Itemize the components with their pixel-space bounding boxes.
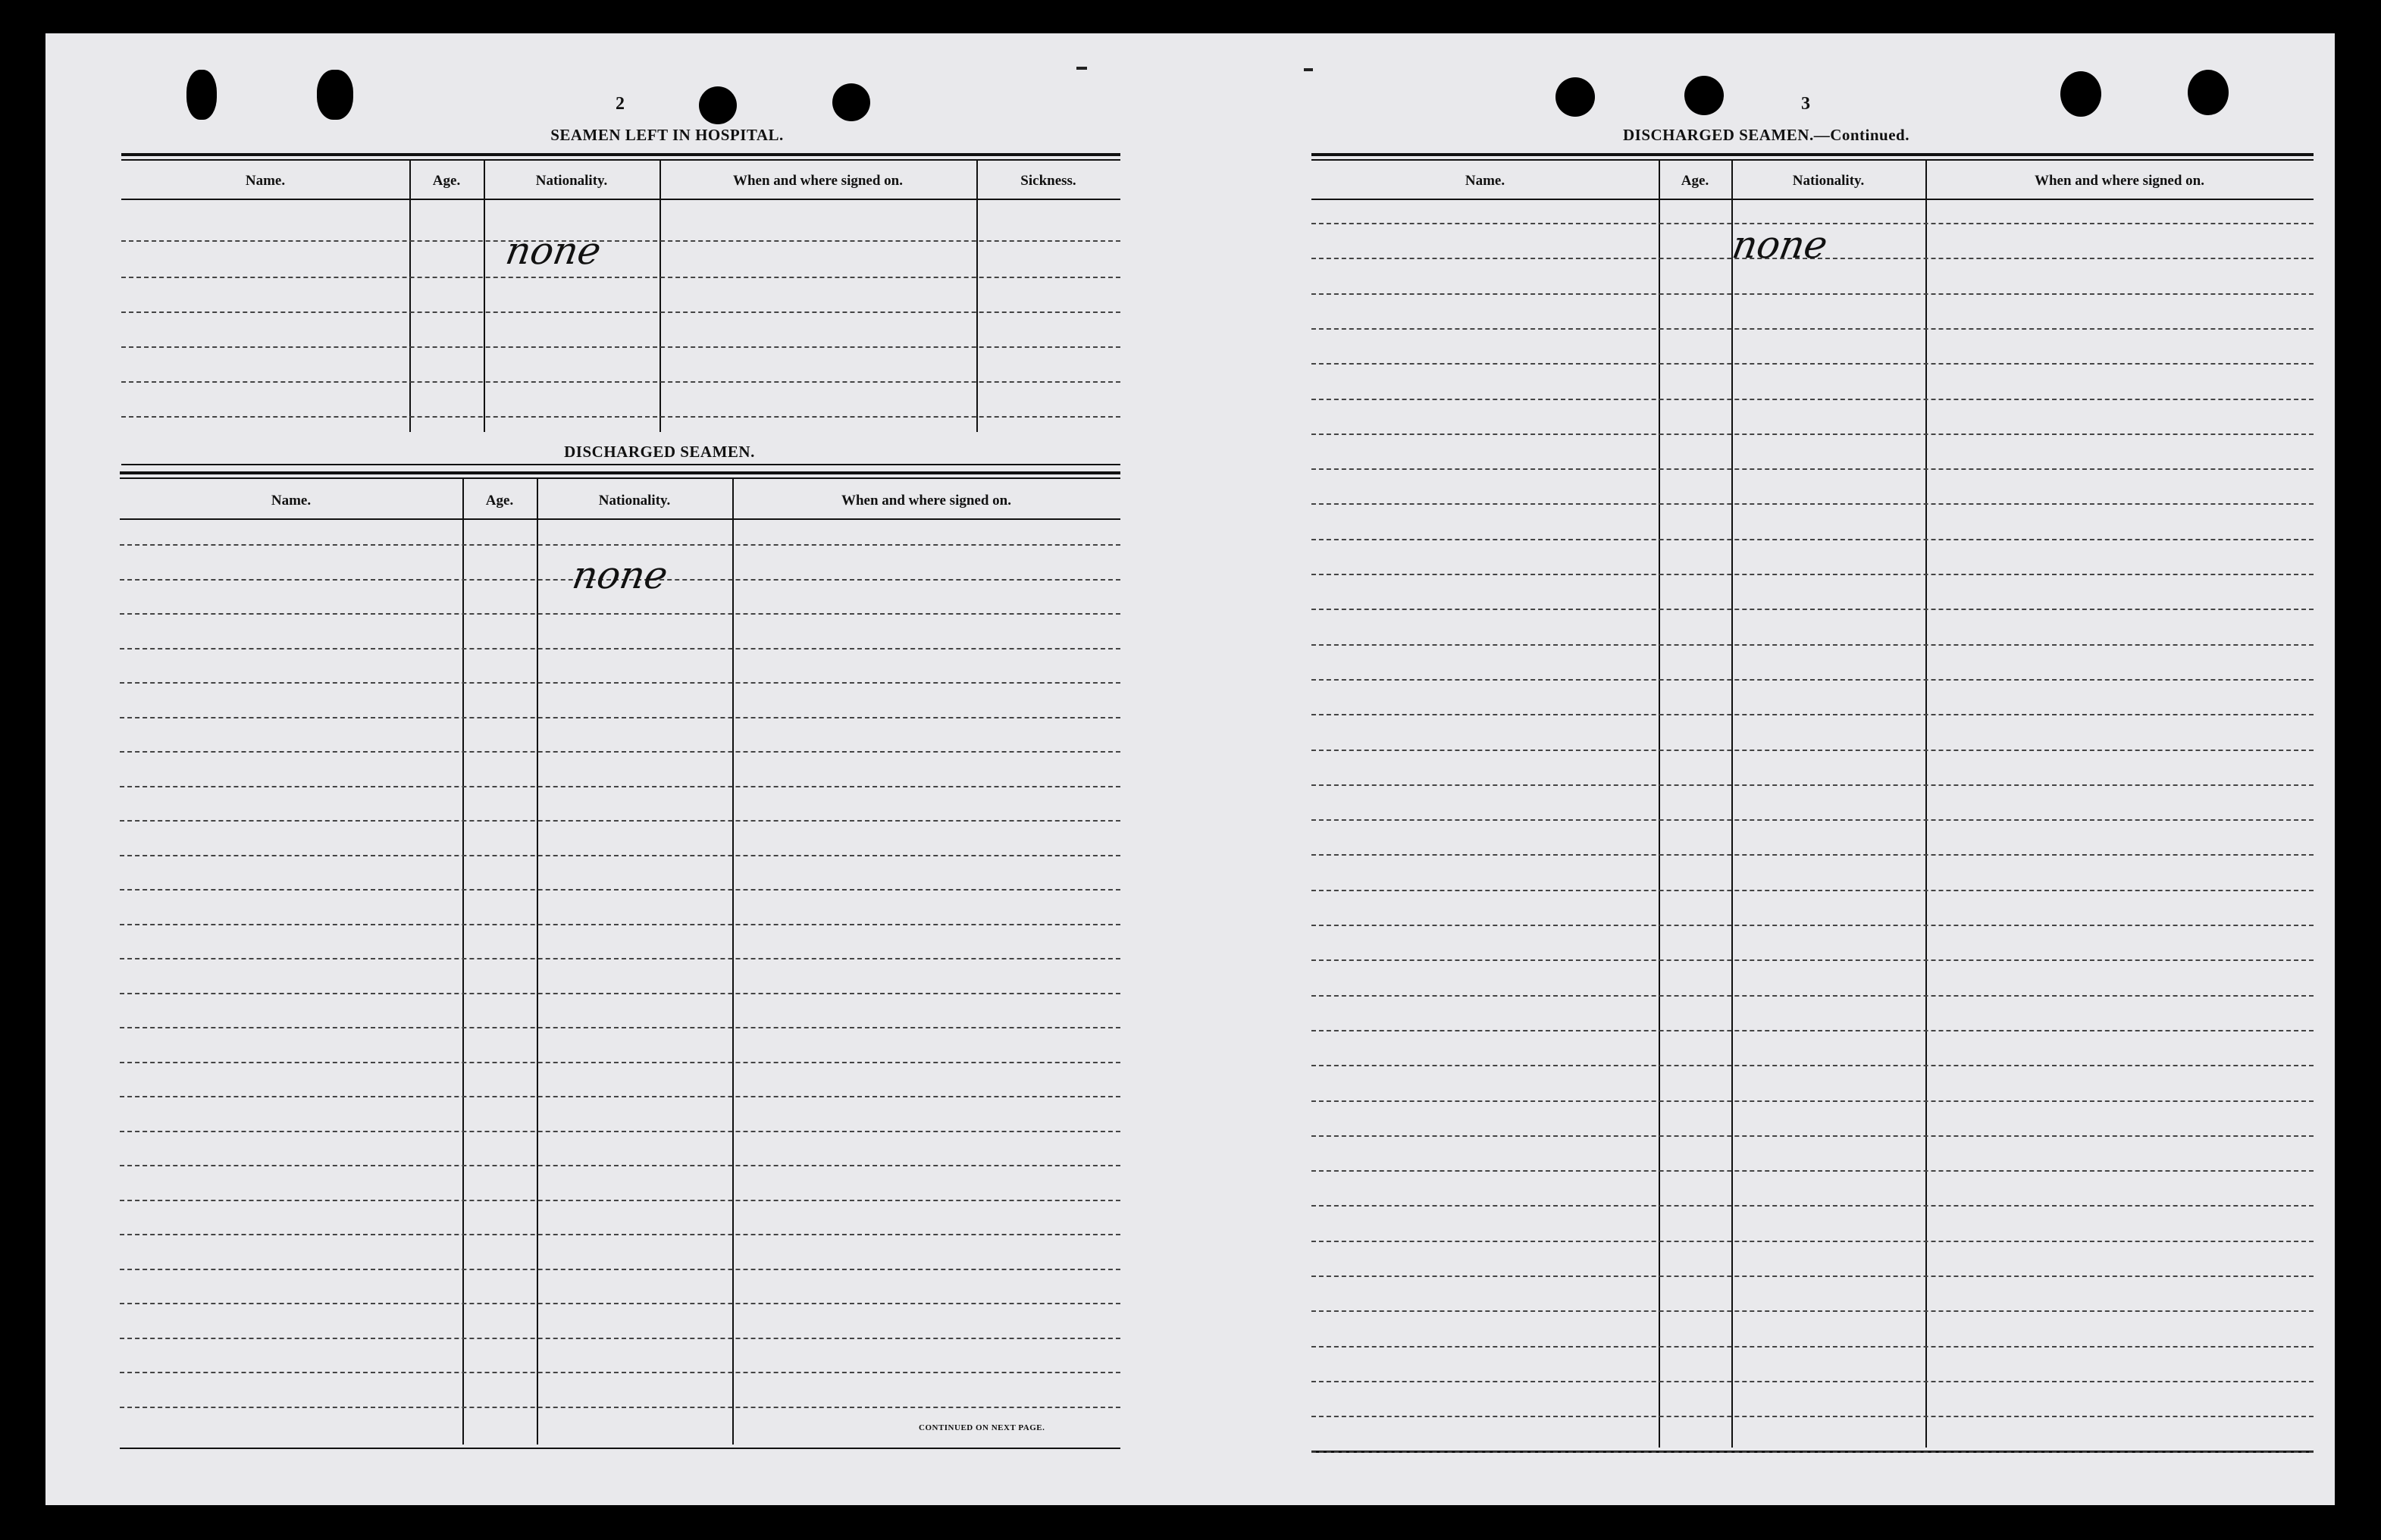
discharged-table [120,471,1120,1454]
ruled-row [1311,959,2314,961]
ruled-row [1311,750,2314,751]
column-header-signed-on: When and where signed on. [2034,173,2204,189]
ruled-row [1311,434,2314,435]
ruled-row [120,993,1120,994]
column-header-sickness: Sickness. [1020,173,1076,189]
ruled-row [121,240,1120,242]
ruled-row [1311,468,2314,470]
column-header-nationality: Nationality. [1792,173,1865,189]
column-header-signed-on: When and where signed on. [732,173,903,189]
hospital-section-title: SEAMEN LEFT IN HOSPITAL. [550,126,784,144]
ruled-row [1311,714,2314,715]
ruled-row [120,1200,1120,1201]
ruled-row [1311,1100,2314,1102]
discharged-continued-title: DISCHARGED SEAMEN.—Continued. [1623,126,1909,144]
ruled-row [121,277,1120,278]
column-header-nationality: Nationality. [535,173,608,189]
ruled-row [120,648,1120,649]
discharged-continued-table [1311,153,2314,1458]
ruled-row [120,1096,1120,1097]
ruled-row [120,1027,1120,1028]
ruled-row [1311,1276,2314,1277]
ruled-row [1311,1205,2314,1207]
left-page [45,33,1190,1505]
ruled-row [120,958,1120,959]
ruled-row [120,855,1120,856]
ruled-row [120,1407,1120,1408]
ruled-row [121,381,1120,383]
column-header-age: Age. [1681,173,1709,189]
ruled-row [1311,503,2314,505]
ruled-row [1311,399,2314,400]
ruled-row [1311,1030,2314,1031]
ruled-row [120,786,1120,787]
ruled-rows [1311,153,2314,1449]
ruled-rows [120,471,1120,1441]
ruled-row [1311,784,2314,786]
ruled-row [120,820,1120,822]
ruled-row [1311,819,2314,821]
ruled-row [120,544,1120,546]
handwritten-entry: none [1728,223,1831,267]
ruled-row [120,1165,1120,1166]
ruled-row [121,311,1120,313]
ruled-row [120,717,1120,718]
column-header-name: Name. [1465,173,1505,189]
ruled-row [1311,574,2314,575]
discharged-section-title: DISCHARGED SEAMEN. [564,443,755,461]
ruled-row [120,889,1120,891]
ruled-row [1311,1451,2314,1453]
ruled-row [120,1303,1120,1304]
column-header-name: Name. [271,493,312,509]
column-header-signed-on: When and where signed on. [841,493,1011,509]
ruled-row [1311,1170,2314,1172]
ruled-row [1311,644,2314,646]
ruled-row [121,416,1120,418]
form-sheet [45,33,2335,1505]
ruled-row [120,1131,1120,1132]
page-number: 3 [1801,94,1810,114]
continued-footer: CONTINUED ON NEXT PAGE. [919,1423,1045,1432]
ruled-row [1311,293,2314,295]
hospital-table [121,153,1120,471]
ruled-row [120,924,1120,925]
ruled-row [120,1062,1120,1063]
ruled-row [1311,1065,2314,1066]
ruled-row [120,1234,1120,1235]
ruled-row [1311,328,2314,330]
ruled-row [1311,925,2314,926]
ruled-row [120,682,1120,684]
ruled-row [120,751,1120,753]
ruled-row [1311,1416,2314,1417]
ruled-row [1311,539,2314,540]
ruled-row [120,613,1120,615]
ruled-row [1311,679,2314,681]
ruled-row [1311,890,2314,891]
column-header-name: Name. [245,173,286,189]
ruled-row [1311,363,2314,365]
handwritten-entry: none [502,229,605,273]
ruled-row [1311,995,2314,997]
right-page [1190,33,2335,1505]
ruled-row [120,1269,1120,1270]
column-header-age: Age. [432,173,461,189]
ruled-row [1311,1241,2314,1242]
ruled-row [1311,1310,2314,1312]
ruled-row [120,1338,1120,1339]
page-number: 2 [616,94,625,114]
column-header-age: Age. [485,493,514,509]
ruled-row [1311,1381,2314,1382]
ruled-row [1311,854,2314,856]
ruled-row [1311,609,2314,610]
ruled-row [1311,1135,2314,1137]
column-header-nationality: Nationality. [598,493,671,509]
ruled-row [1311,1346,2314,1348]
ruled-row [121,346,1120,348]
handwritten-entry: none [569,553,672,597]
ruled-row [120,1372,1120,1373]
